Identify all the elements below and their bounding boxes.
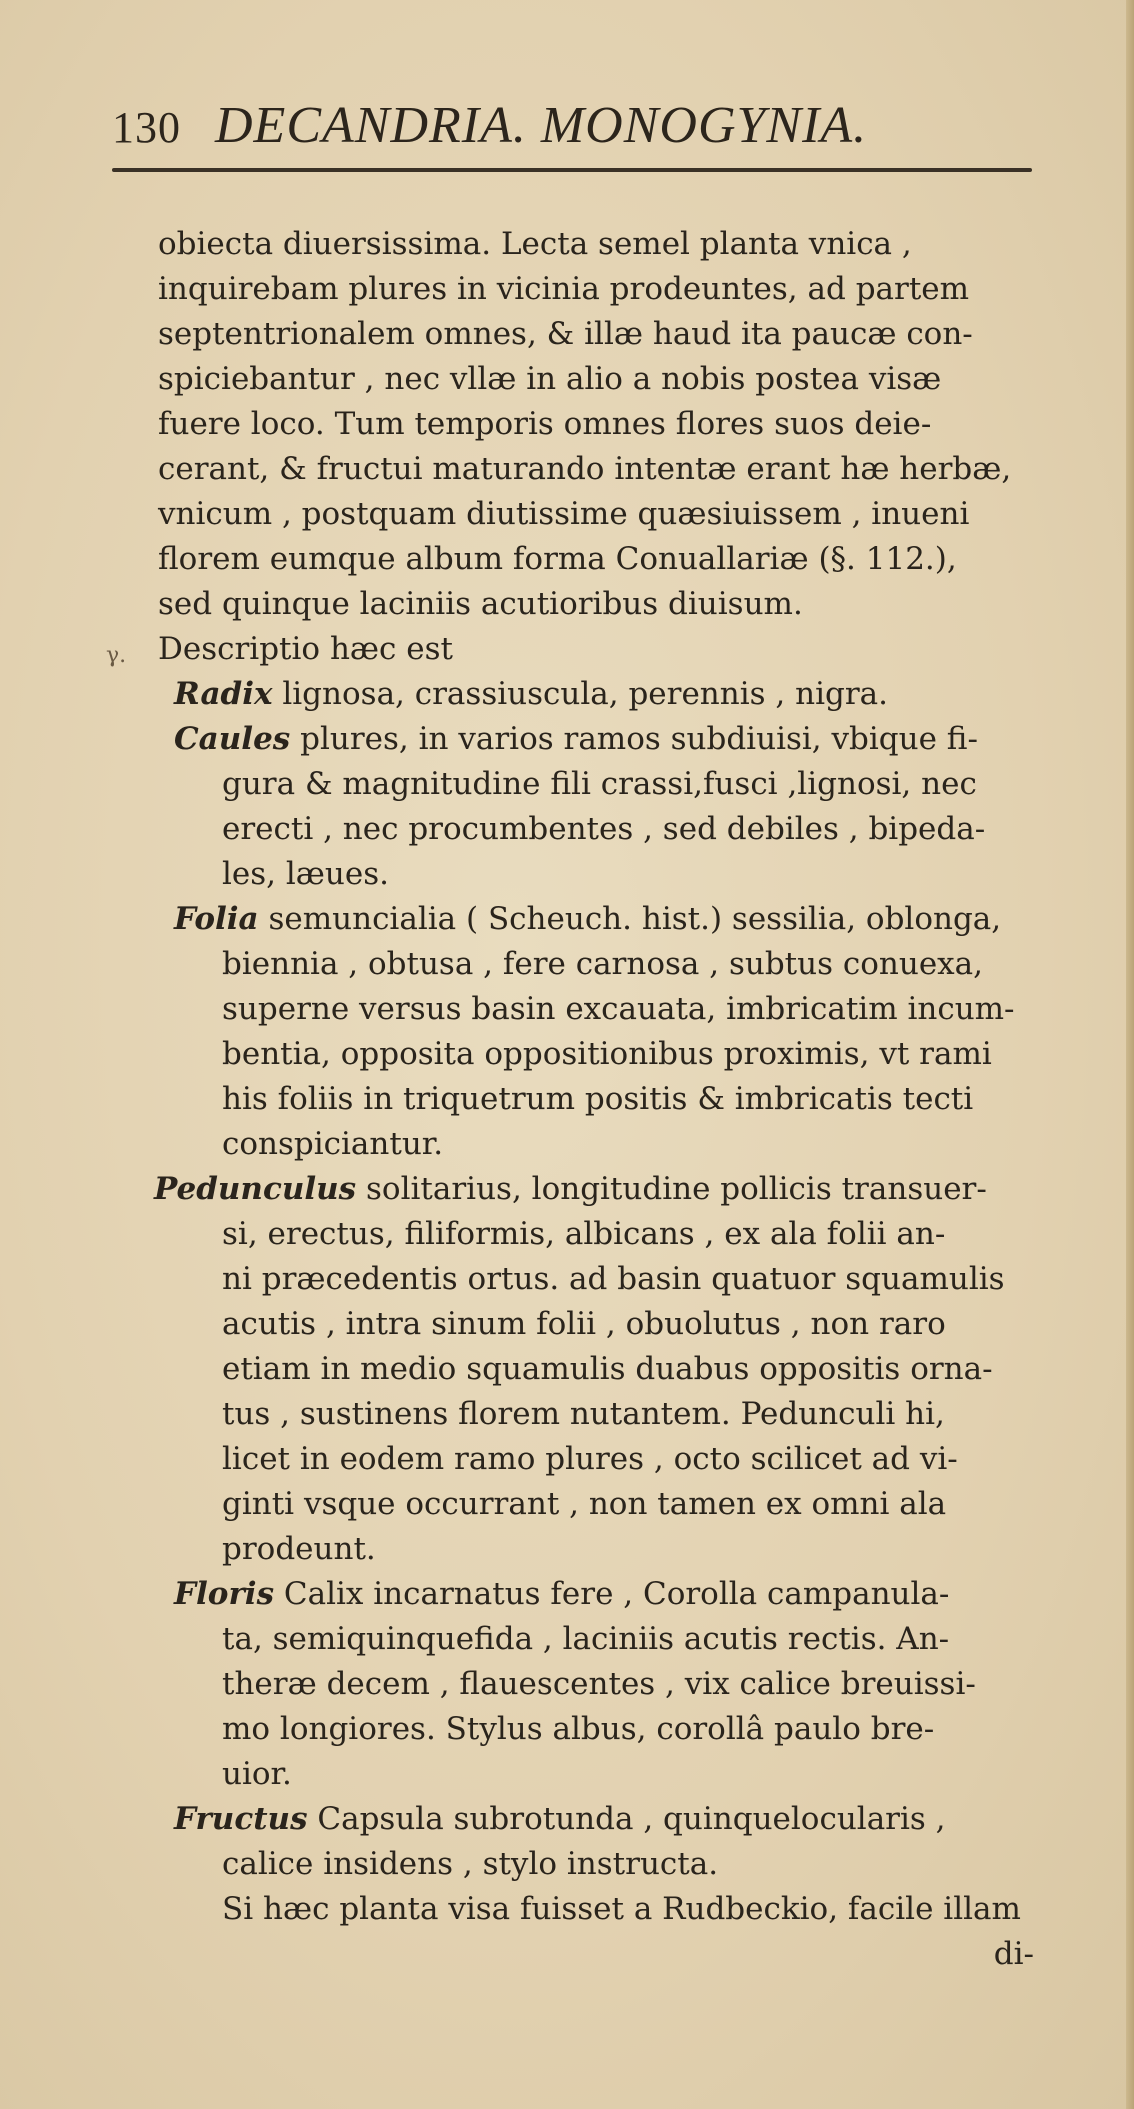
line-text: Capsula subrotunda , quinquelocularis ,	[307, 1801, 946, 1837]
text-line	[110, 402, 1070, 447]
line-text: uior.	[222, 1756, 292, 1792]
text-line	[110, 447, 1070, 492]
line-text: Descriptio hæc est	[158, 631, 453, 667]
line-text: Si hæc planta visa fuisset a Rudbeckio, facile illam	[222, 1891, 1021, 1927]
line-text: obiecta diuersissima. Lecta semel planta vnica ,	[158, 226, 912, 262]
page-number: 130	[112, 103, 181, 152]
description-term: Folia	[174, 901, 259, 937]
line-text: inquirebam plures in vicinia prodeuntes, ad partem	[158, 271, 970, 307]
line-text: vnicum , postquam diutissime quæsiuissem , inueni	[158, 496, 970, 532]
description-term: Pedunculus	[154, 1171, 357, 1207]
line-text: Calix incarnatus fere , Corolla campanula-	[274, 1576, 950, 1612]
description-term: Fructus	[174, 1801, 308, 1837]
text-line	[110, 717, 1070, 762]
line-text: ni præcedentis ortus. ad basin quatuor squamulis	[222, 1261, 1005, 1297]
line-text: cerant, & fructui maturando intentæ erant hæ herbæ,	[158, 451, 1012, 487]
line-text: plures, in varios ramos subdiuisi, vbique fi-	[290, 721, 978, 757]
line-text: les, læues.	[222, 856, 390, 892]
line-text: etiam in medio squamulis duabus oppositis orna-	[222, 1351, 993, 1387]
margin-mark: γ.	[106, 643, 127, 668]
text-line	[110, 1887, 1070, 1932]
line-text: licet in eodem ramo plures , octo scilicet ad vi-	[222, 1441, 958, 1477]
line-text: mo longiores. Stylus albus, corollâ paulo bre-	[222, 1711, 935, 1747]
text-line	[110, 1932, 1070, 1977]
line-text: tus , sustinens florem nutantem. Pedunculi hi,	[222, 1396, 945, 1432]
line-text: fuere loco. Tum temporis omnes flores suos deie-	[158, 406, 932, 442]
header-rule	[112, 168, 1032, 172]
line-text: si, erectus, filiformis, albicans , ex ala folii an-	[222, 1216, 946, 1252]
text-line	[106, 627, 1070, 672]
text-line	[110, 1077, 1070, 1122]
text-line	[110, 1212, 1070, 1257]
text-line	[110, 1527, 1070, 1572]
text-line	[110, 1752, 1070, 1797]
text-line	[110, 1167, 1070, 1212]
description-term: Caules	[174, 721, 291, 757]
text-line	[110, 222, 1070, 267]
description-term: Floris	[174, 1576, 275, 1612]
text-line	[110, 1437, 1070, 1482]
text-line	[110, 1302, 1070, 1347]
body-text	[106, 222, 1070, 1977]
line-text: solitarius, longitudine pollicis transuer-	[356, 1171, 987, 1207]
page-edge	[1126, 0, 1134, 2109]
text-line	[110, 312, 1070, 357]
text-line	[110, 762, 1070, 807]
text-line	[110, 1572, 1070, 1617]
line-text: ginti vsque occurrant , non tamen ex omni ala	[222, 1486, 947, 1522]
text-line	[110, 1707, 1070, 1752]
text-line	[110, 267, 1070, 312]
text-line	[110, 1392, 1070, 1437]
text-line	[110, 1617, 1070, 1662]
text-line	[110, 357, 1070, 402]
running-head	[112, 96, 1012, 156]
line-text: spiciebantur , nec vllæ in alio a nobis postea visæ	[158, 361, 942, 397]
text-line	[110, 582, 1070, 627]
section-title: DECANDRIA. MONOGYNIA.	[215, 97, 868, 154]
line-text: his foliis in triquetrum positis & imbricatis tecti	[222, 1081, 974, 1117]
line-text: superne versus basin excauata, imbricatim incum-	[222, 991, 1015, 1027]
text-line	[110, 1662, 1070, 1707]
text-line	[110, 1842, 1070, 1887]
line-text: erecti , nec procumbentes , sed debiles , bipeda-	[222, 811, 986, 847]
text-line	[110, 672, 1070, 717]
line-text: gura & magnitudine fili crassi,fusci ,lignosi, nec	[222, 766, 977, 802]
text-line	[110, 1797, 1070, 1842]
line-text: sed quinque laciniis acutioribus diuisum.	[158, 586, 803, 622]
description-term: Radix	[174, 676, 273, 712]
line-text: prodeunt.	[222, 1531, 376, 1567]
line-text: acutis , intra sinum folii , obuolutus , non raro	[222, 1306, 946, 1342]
text-line	[110, 492, 1070, 537]
line-text: lignosa, crassiuscula, perennis , nigra.	[272, 676, 889, 712]
line-text: di-	[993, 1936, 1034, 1972]
text-line	[110, 942, 1070, 987]
text-line	[110, 537, 1070, 582]
text-line	[110, 1347, 1070, 1392]
text-line	[110, 897, 1070, 942]
line-text: theræ decem , flauescentes , vix calice breuissi-	[222, 1666, 976, 1702]
line-text: septentrionalem omnes, & illæ haud ita paucæ con-	[158, 316, 973, 352]
line-text: calice insidens , stylo instructa.	[222, 1846, 719, 1882]
line-text: ta, semiquinquefida , laciniis acutis rectis. An-	[222, 1621, 950, 1657]
text-line	[110, 807, 1070, 852]
text-line	[110, 1482, 1070, 1527]
text-line	[110, 1122, 1070, 1167]
line-text: bentia, opposita oppositionibus proximis, vt rami	[222, 1036, 992, 1072]
line-text: conspiciantur.	[222, 1126, 444, 1162]
text-line	[110, 987, 1070, 1032]
text-line	[110, 852, 1070, 897]
text-line	[110, 1032, 1070, 1077]
text-line	[110, 1257, 1070, 1302]
line-text: biennia , obtusa , fere carnosa , subtus conuexa,	[222, 946, 983, 982]
line-text: florem eumque album forma Conuallariæ (§. 112.),	[158, 541, 957, 577]
line-text: semuncialia ( Scheuch. hist.) sessilia, oblonga,	[258, 901, 1002, 937]
